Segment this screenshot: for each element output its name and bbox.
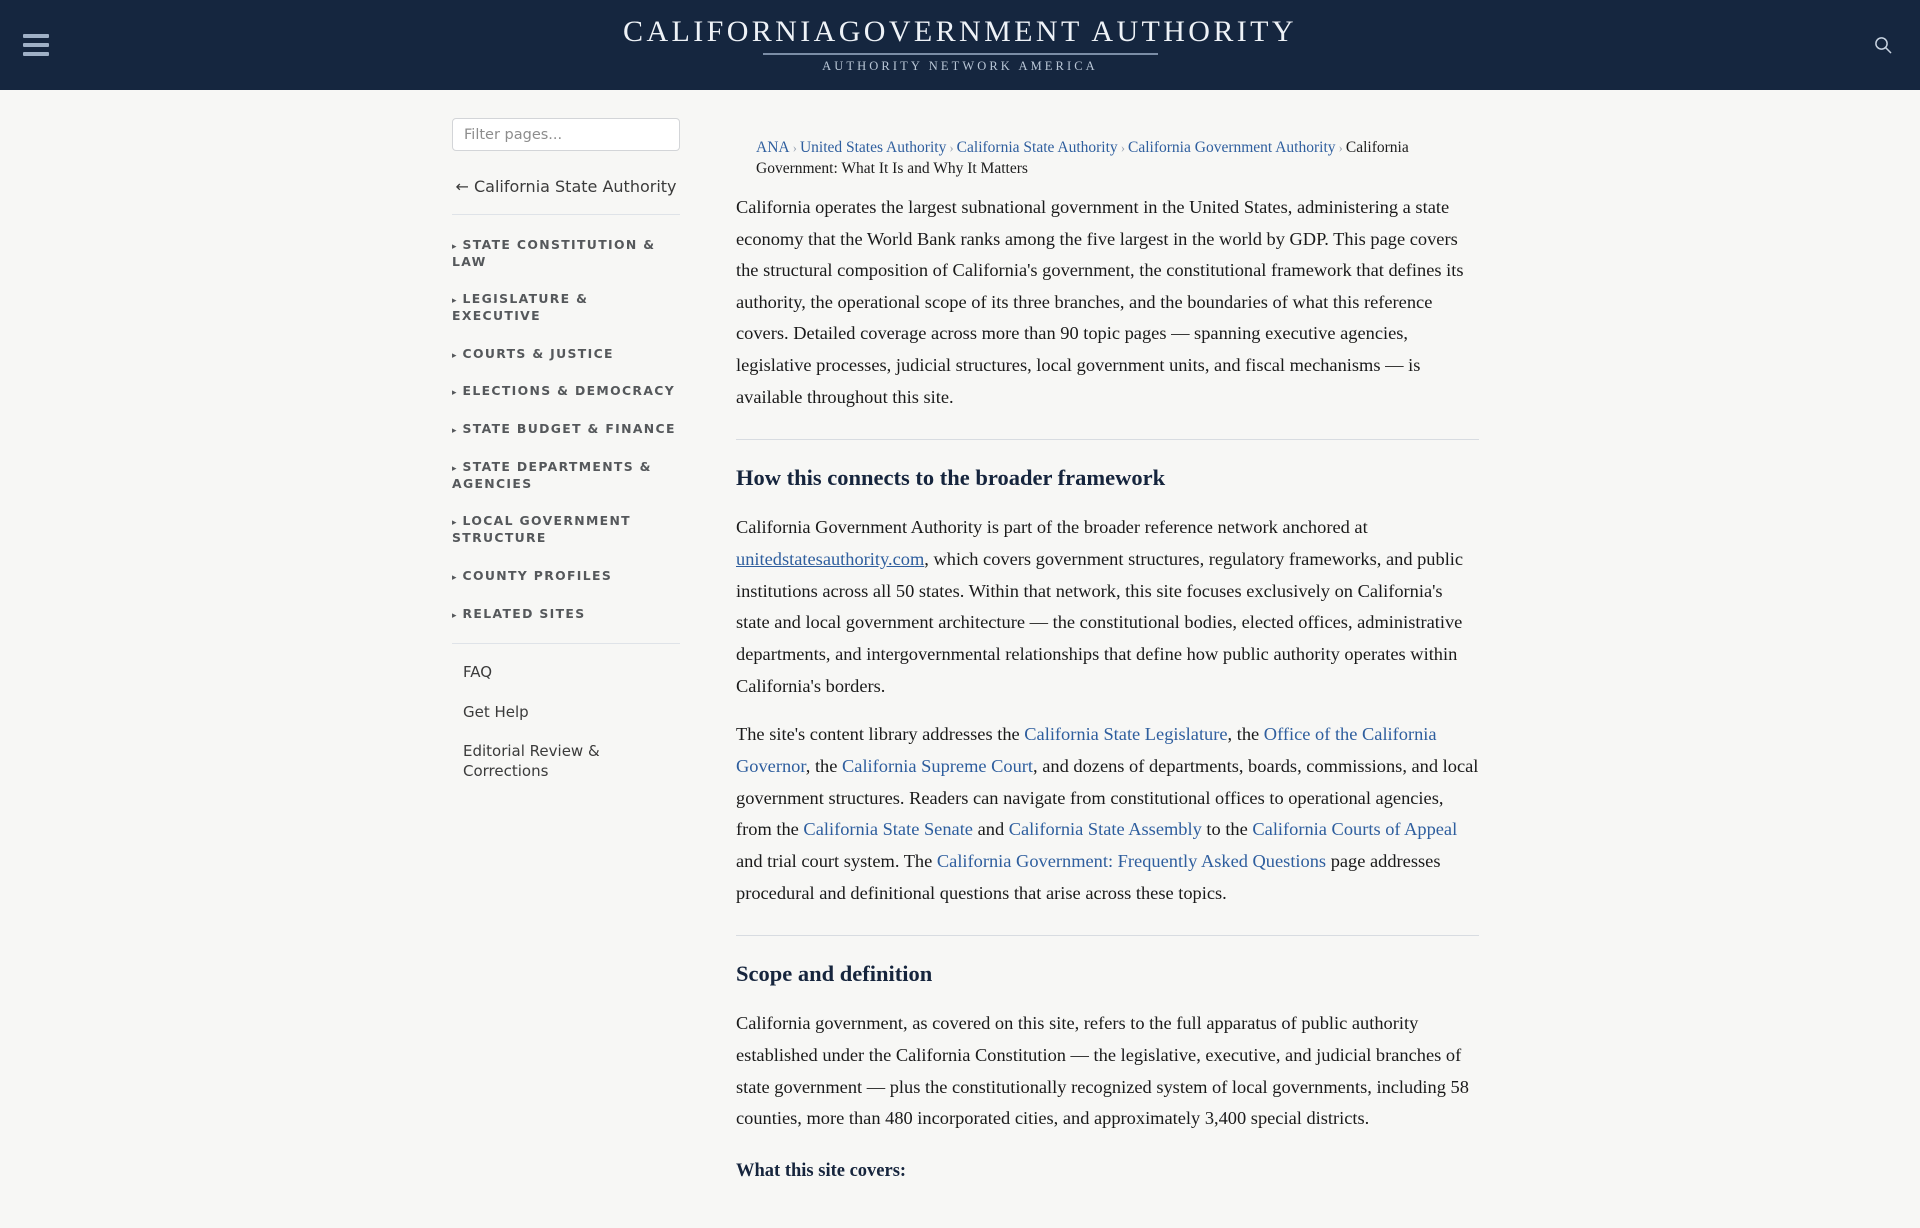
scope-subheading: What this site covers:: [736, 1160, 907, 1181]
sidebar-item-legislature-executive: [452, 291, 680, 324]
caret-right-icon: ▸: [452, 296, 457, 307]
hamburger-bar-1: [23, 34, 49, 38]
breadcrumb-current-page: California Government: What It Is and Why It Matters: [756, 139, 1409, 177]
site-header: [0, 0, 1920, 90]
hamburger-menu-icon[interactable]: [14, 23, 58, 67]
sidebar-item-related-sites: [452, 606, 680, 623]
sidebar-label: STATE DEPARTMENTS & AGENCIES: [452, 459, 652, 491]
sidebar-toggle-state-budget-finance[interactable]: [452, 421, 680, 438]
main-content: [736, 118, 1479, 1228]
link-california-courts-of-appeal[interactable]: California Courts of Appeal: [1252, 819, 1458, 840]
caret-right-icon: ▸: [452, 350, 457, 361]
p2-text-1: The site's content library addresses the: [736, 724, 1025, 745]
sidebar-divider-top: [452, 214, 680, 215]
site-subtitle: AUTHORITY NETWORK AMERICA: [822, 58, 1098, 73]
section-heading-framework: How this connects to the broader framework: [736, 465, 1166, 491]
link-california-state-legislature[interactable]: California State Legislature: [1024, 724, 1228, 745]
sidebar-toggle-related-sites[interactable]: [452, 606, 680, 623]
search-icon[interactable]: [1862, 24, 1904, 66]
brand-divider: [763, 53, 1158, 55]
breadcrumb-separator: ›: [949, 140, 954, 155]
sidebar-item-local-government-structure: [452, 513, 680, 546]
sidebar-toggle-state-constitution-law[interactable]: [452, 237, 680, 270]
p2-text-4: , and dozens of departments, boards, commissions, and local government structures. Readers can navigate from constitutional offices to operational agencies, from the: [736, 756, 1479, 840]
sidebar-label: COUNTY PROFILES: [462, 567, 613, 583]
filter-pages-input[interactable]: [452, 118, 680, 151]
caret-right-icon: ▸: [452, 572, 457, 583]
scope-paragraph: California government, as covered on this site, refers to the full apparatus of public authority established under the California Constitution — the legislative, executive, and judicial branches of state government — plus the constitutionally recognized system of local governments, including 58 counties, more than 480 incorporated cities, and approximately 3,400 special districts.: [736, 1013, 1469, 1129]
breadcrumb-separator: ›: [1120, 140, 1126, 155]
caret-right-icon: ▸: [452, 388, 457, 399]
sidebar-toggle-county-profiles[interactable]: [452, 568, 680, 585]
p2-text-6: to the: [1201, 819, 1253, 840]
breadcrumb-link-ana[interactable]: ANA: [756, 139, 790, 156]
sidebar-footer-links: [452, 643, 680, 781]
hamburger-bar-3: [23, 52, 49, 56]
site-title: CALIFORNIAGOVERNMENT AUTHORITY: [623, 15, 1297, 49]
sidebar-item-state-departments-agencies: [452, 459, 680, 492]
sidebar-toggle-local-government-structure[interactable]: [452, 513, 680, 546]
page-body: [0, 90, 1920, 1228]
sidebar-label: RELATED SITES: [462, 605, 586, 621]
intro-paragraph: California operates the largest subnational government in the United States, administering a state economy that the World Bank ranks among the five largest in the world by GDP. This page covers the structural composition of California's government, the constitutional framework that defines its authority, the operational scope of its three branches, and the boundaries of what this reference covers. Detailed coverage across more than 90 topic pages — spanning executive agencies, legislative processes, judicial structures, local government units, and fiscal mechanisms — is available throughout this site.: [736, 196, 1464, 407]
sidebar-toggle-legislature-executive[interactable]: [452, 291, 680, 324]
sidebar-item-state-constitution-law: [452, 237, 680, 270]
back-to-parent-link[interactable]: ← California State Authority: [455, 177, 677, 196]
framework-paragraph-1: [736, 512, 1479, 702]
sidebar-label: LOCAL GOVERNMENT STRUCTURE: [452, 513, 631, 546]
sidebar-link-get-help[interactable]: Get Help: [463, 702, 529, 721]
caret-right-icon: ▸: [452, 610, 457, 621]
breadcrumb-link-california-state-authority[interactable]: California State Authority: [956, 139, 1118, 156]
brand: [623, 16, 1297, 74]
sidebar-divider-bottom: [452, 643, 680, 644]
caret-right-icon: ▸: [452, 426, 457, 437]
section-heading-scope: Scope and definition: [736, 961, 933, 987]
sidebar-nav-list: [452, 237, 680, 622]
link-california-state-assembly[interactable]: California State Assembly: [1008, 819, 1202, 840]
sidebar-item-elections-democracy: [452, 383, 680, 400]
p2-text-7: and trial court system. The: [736, 851, 937, 871]
sidebar-toggle-elections-democracy[interactable]: [452, 383, 680, 400]
breadcrumb: [756, 138, 1472, 180]
framework-paragraph-2: [736, 719, 1479, 909]
sidebar-item-state-budget-finance: [452, 421, 680, 438]
sidebar-label: STATE BUDGET & FINANCE: [462, 421, 676, 437]
breadcrumb-separator: ›: [1338, 140, 1343, 155]
sidebar-label: LEGISLATURE & EXECUTIVE: [452, 291, 589, 324]
caret-right-icon: ▸: [452, 242, 457, 252]
content-divider-1: [736, 439, 1479, 440]
sidebar-link-editorial-review[interactable]: Editorial Review & Corrections: [463, 742, 600, 780]
breadcrumb-separator: ›: [792, 140, 797, 155]
caret-right-icon: ▸: [452, 464, 457, 475]
link-california-state-senate[interactable]: California State Senate: [803, 819, 973, 840]
sidebar-label: COURTS & JUSTICE: [462, 345, 614, 361]
breadcrumb-link-united-states-authority[interactable]: United States Authority: [799, 139, 947, 156]
p2-text-3: , the: [805, 756, 843, 777]
sidebar-item-county-profiles: [452, 568, 680, 585]
link-california-supreme-court[interactable]: California Supreme Court: [842, 756, 1034, 777]
link-office-of-the-california-governor[interactable]: Office of the California Governor: [736, 724, 1437, 777]
sidebar-label: STATE CONSTITUTION & LAW: [452, 237, 656, 269]
p2-text-2: , the: [1227, 724, 1264, 745]
sidebar: [452, 118, 680, 801]
hamburger-bar-2: [23, 43, 49, 47]
breadcrumb-link-california-government-authority[interactable]: California Government Authority: [1128, 139, 1336, 156]
sidebar-label: ELECTIONS & DEMOCRACY: [462, 383, 676, 399]
link-california-government-faq[interactable]: California Government: Frequently Asked Questions: [936, 851, 1327, 871]
sidebar-toggle-state-departments-agencies[interactable]: [452, 459, 680, 492]
framework-p1-text-before: California Government Authority is part of the broader reference network anchored at: [736, 517, 1368, 538]
framework-p1-text-after: , which covers government structures, regulatory frameworks, and public institutions across all 50 states. Within that network, this site focuses exclusively on California's state and local government architecture — the constitutional bodies, elected offices, administrative departments, and intergovernmental relationships that define how public authority operates within California's borders.: [736, 549, 1464, 696]
caret-right-icon: ▸: [452, 518, 457, 529]
link-unitedstatesauthority[interactable]: unitedstatesauthority.com: [736, 549, 925, 570]
content-divider-2: [736, 935, 1479, 936]
sidebar-link-faq[interactable]: FAQ: [463, 663, 493, 682]
sidebar-item-courts-justice: [452, 346, 680, 363]
sidebar-toggle-courts-justice[interactable]: [452, 346, 680, 363]
p2-text-5: and: [972, 819, 1009, 840]
p2-text-8: page addresses procedural and definitional questions that arise across these topics.: [736, 851, 1441, 903]
